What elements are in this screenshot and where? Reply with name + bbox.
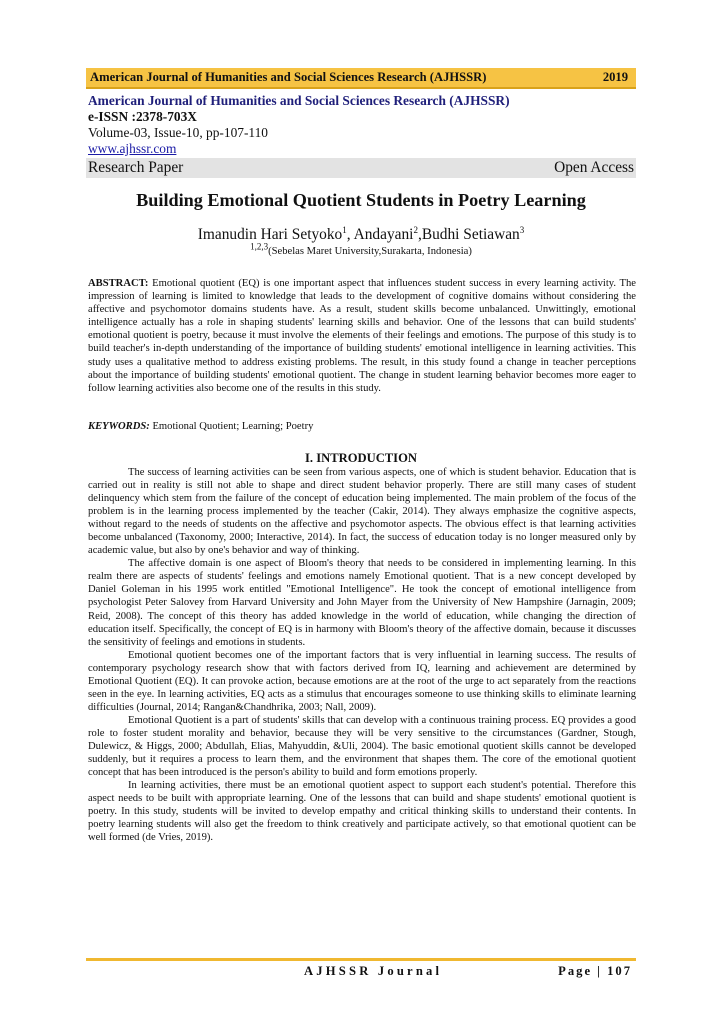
page-number <box>558 964 632 979</box>
journal-meta <box>88 93 638 157</box>
journal-name: American Journal of Humanities and Social Sciences Research (AJHSSR) <box>88 93 510 108</box>
access-label: Open Access <box>554 159 634 176</box>
paragraph: The affective domain is one aspect of Bloom's theory that needs to be considered in implementing learning. In this realm there are aspects of students' feelings and emotions namely Emotional quotient. That is a new concept developed by Daniel Goleman in his 1995 work entitled "Emotional Intelligence". He took the concept of emotional intelligence from psychologist Peter Salovey from Harvard University and John Mayer from the University of New Hampshire (Jarnagin, 2009; Reid, 2008). The concept of this theory has added knowledge in the world of education, while changing the direction of education itself. Specifically, the concept of EQ is in harmony with Bloom's theory of the affective domain, because it discusses the sensitivity of feelings and emotions in students. <box>88 558 636 648</box>
author-separator: , <box>346 226 354 243</box>
header-journal-name: American Journal of Humanities and Social Sciences Research (AJHSSR) <box>90 70 487 84</box>
section-heading: I. INTRODUCTION <box>305 451 417 465</box>
affiliation <box>86 241 636 257</box>
author-name: Andayani <box>353 226 414 243</box>
journal-header-bar <box>86 68 636 89</box>
author-affil-sup: 3 <box>519 224 525 235</box>
paper-title: Building Emotional Quotient Students in Poetry Learning <box>136 190 586 210</box>
journal-website-link[interactable]: www.ajhssr.com <box>88 141 177 156</box>
author-name: Imanudin Hari Setyoko <box>197 226 343 243</box>
page-number-value: 107 <box>607 964 632 978</box>
footer-journal: AJHSSR Journal <box>304 964 443 978</box>
journal-volume: Volume-03, Issue-10, pp-107-110 <box>88 125 269 140</box>
abstract-text: Emotional quotient (EQ) is one important aspect that influences student success in every learning activity. The impression of learning is limited to knowledge that leads to the development of cognitive domains without considering the affective and psychomotor domains students have. As a result, student skills become unbalanced. Unwittingly, emotional intelligence actually has a role in shaping students' learning skills and behavior. One of the lessons that can build students' emotional quotient is poetry, because it must involve the elements of their feelings and emotions. The purpose of this study is to build teacher's in-depth understanding of the importance of building students' emotional intelligence in learning activities. This study uses a qualitative method to address existing problems. The result, in this study found a change in teacher perceptions about the importance of building students' emotional quotient. The change in student learning behavior becomes more eager to follow learning activities also become one of the results in this study. <box>88 278 636 394</box>
keywords-label: KEYWORDS: <box>88 421 150 432</box>
page-label: Page | <box>558 964 608 978</box>
keywords <box>88 420 636 433</box>
footer-divider <box>86 958 636 961</box>
author-affil-sup: 1 <box>342 224 347 235</box>
abstract-label: ABSTRACT: <box>88 278 149 289</box>
paragraph: Emotional Quotient is a part of students' skills that can develop with a continuous training process. EQ provides a good role to foster student morality and behavior, because they will be very sensitive to the circumstances (Gardner, Stough, Dulewicz, & Higgs, 2000; Abdullah, Elias, Mahyuddin, &Uli, 2004). The basic emotional quotient skills cannot be developed suddenly, but it requires a process to learn them, and the environment that shapes them. The core of the emotional quotient concept that has been introduced is the person's ability to build and form emotions properly. <box>88 714 636 779</box>
author-affil-sup: 2 <box>413 224 418 235</box>
affiliation-sup: 1,2,3 <box>250 241 269 252</box>
abstract <box>88 277 636 395</box>
affiliation-text: (Sebelas Maret University,Surakarta, Indonesia) <box>268 246 472 257</box>
paragraph: In learning activities, there must be an emotional quotient aspect to support each student's potential. Therefore this aspect needs to be built with appropriate learning. One of the lessons that can build and shape students' emotional quotient is poetry. In this study, students will be invited to develop empathy and critical thinking skills to understand their contents. In poetry learning students will also get the freedom to think creatively and participate actively, so that emotional quotient can be well formed (de Vries, 2019). <box>88 780 636 844</box>
author-name: Budhi Setiawan <box>421 226 520 243</box>
paragraph: Emotional quotient becomes one of the important factors that is very influential in learning success. The results of contemporary psychology research show that with factors derived from IQ, learning and achievement are determined by Emotional Quotient (EQ). It can provoke action, because emotions are at the root of the urge to act separately from the reactions seen in the eye. In learning activities, EQ acts as a stimulus that encourages someone to use thinking skills to eliminate learning difficulties (Journal, 2014; Rangan&Chandhrika, 2003; Nall, 2009). <box>88 649 636 713</box>
paper-type-bar <box>86 158 636 178</box>
introduction-body <box>88 466 636 844</box>
keywords-text: Emotional Quotient; Learning; Poetry <box>149 421 314 432</box>
paper-type-label: Research Paper <box>88 159 184 176</box>
header-year: 2019 <box>602 70 628 84</box>
author-list <box>86 226 636 244</box>
page-footer <box>86 964 636 980</box>
paragraph: The success of learning activities can be seen from various aspects, one of which is student behavior. Education that is carried out in reality is still not able to shape and direct student behavior properly. There are still many cases of student delinquency which stem from the failure of the concept of education being implemented. The main problem of the focus of the problem is in the learning process implemented by the teacher (Cakir, 2014). They always emphasize the cognitive aspects, without regard to the needs of students on the affective and psychomotor aspects. The obvious effect is that learning activities become unbalanced (Taxonomy, 2000; Interactive, 2014). In fact, the success of education today is no longer measured only by academic value, but also by one's behavior and way of thinking. <box>88 467 636 557</box>
journal-issn: e-ISSN :2378-703X <box>88 109 197 124</box>
author-separator: , <box>417 226 422 243</box>
